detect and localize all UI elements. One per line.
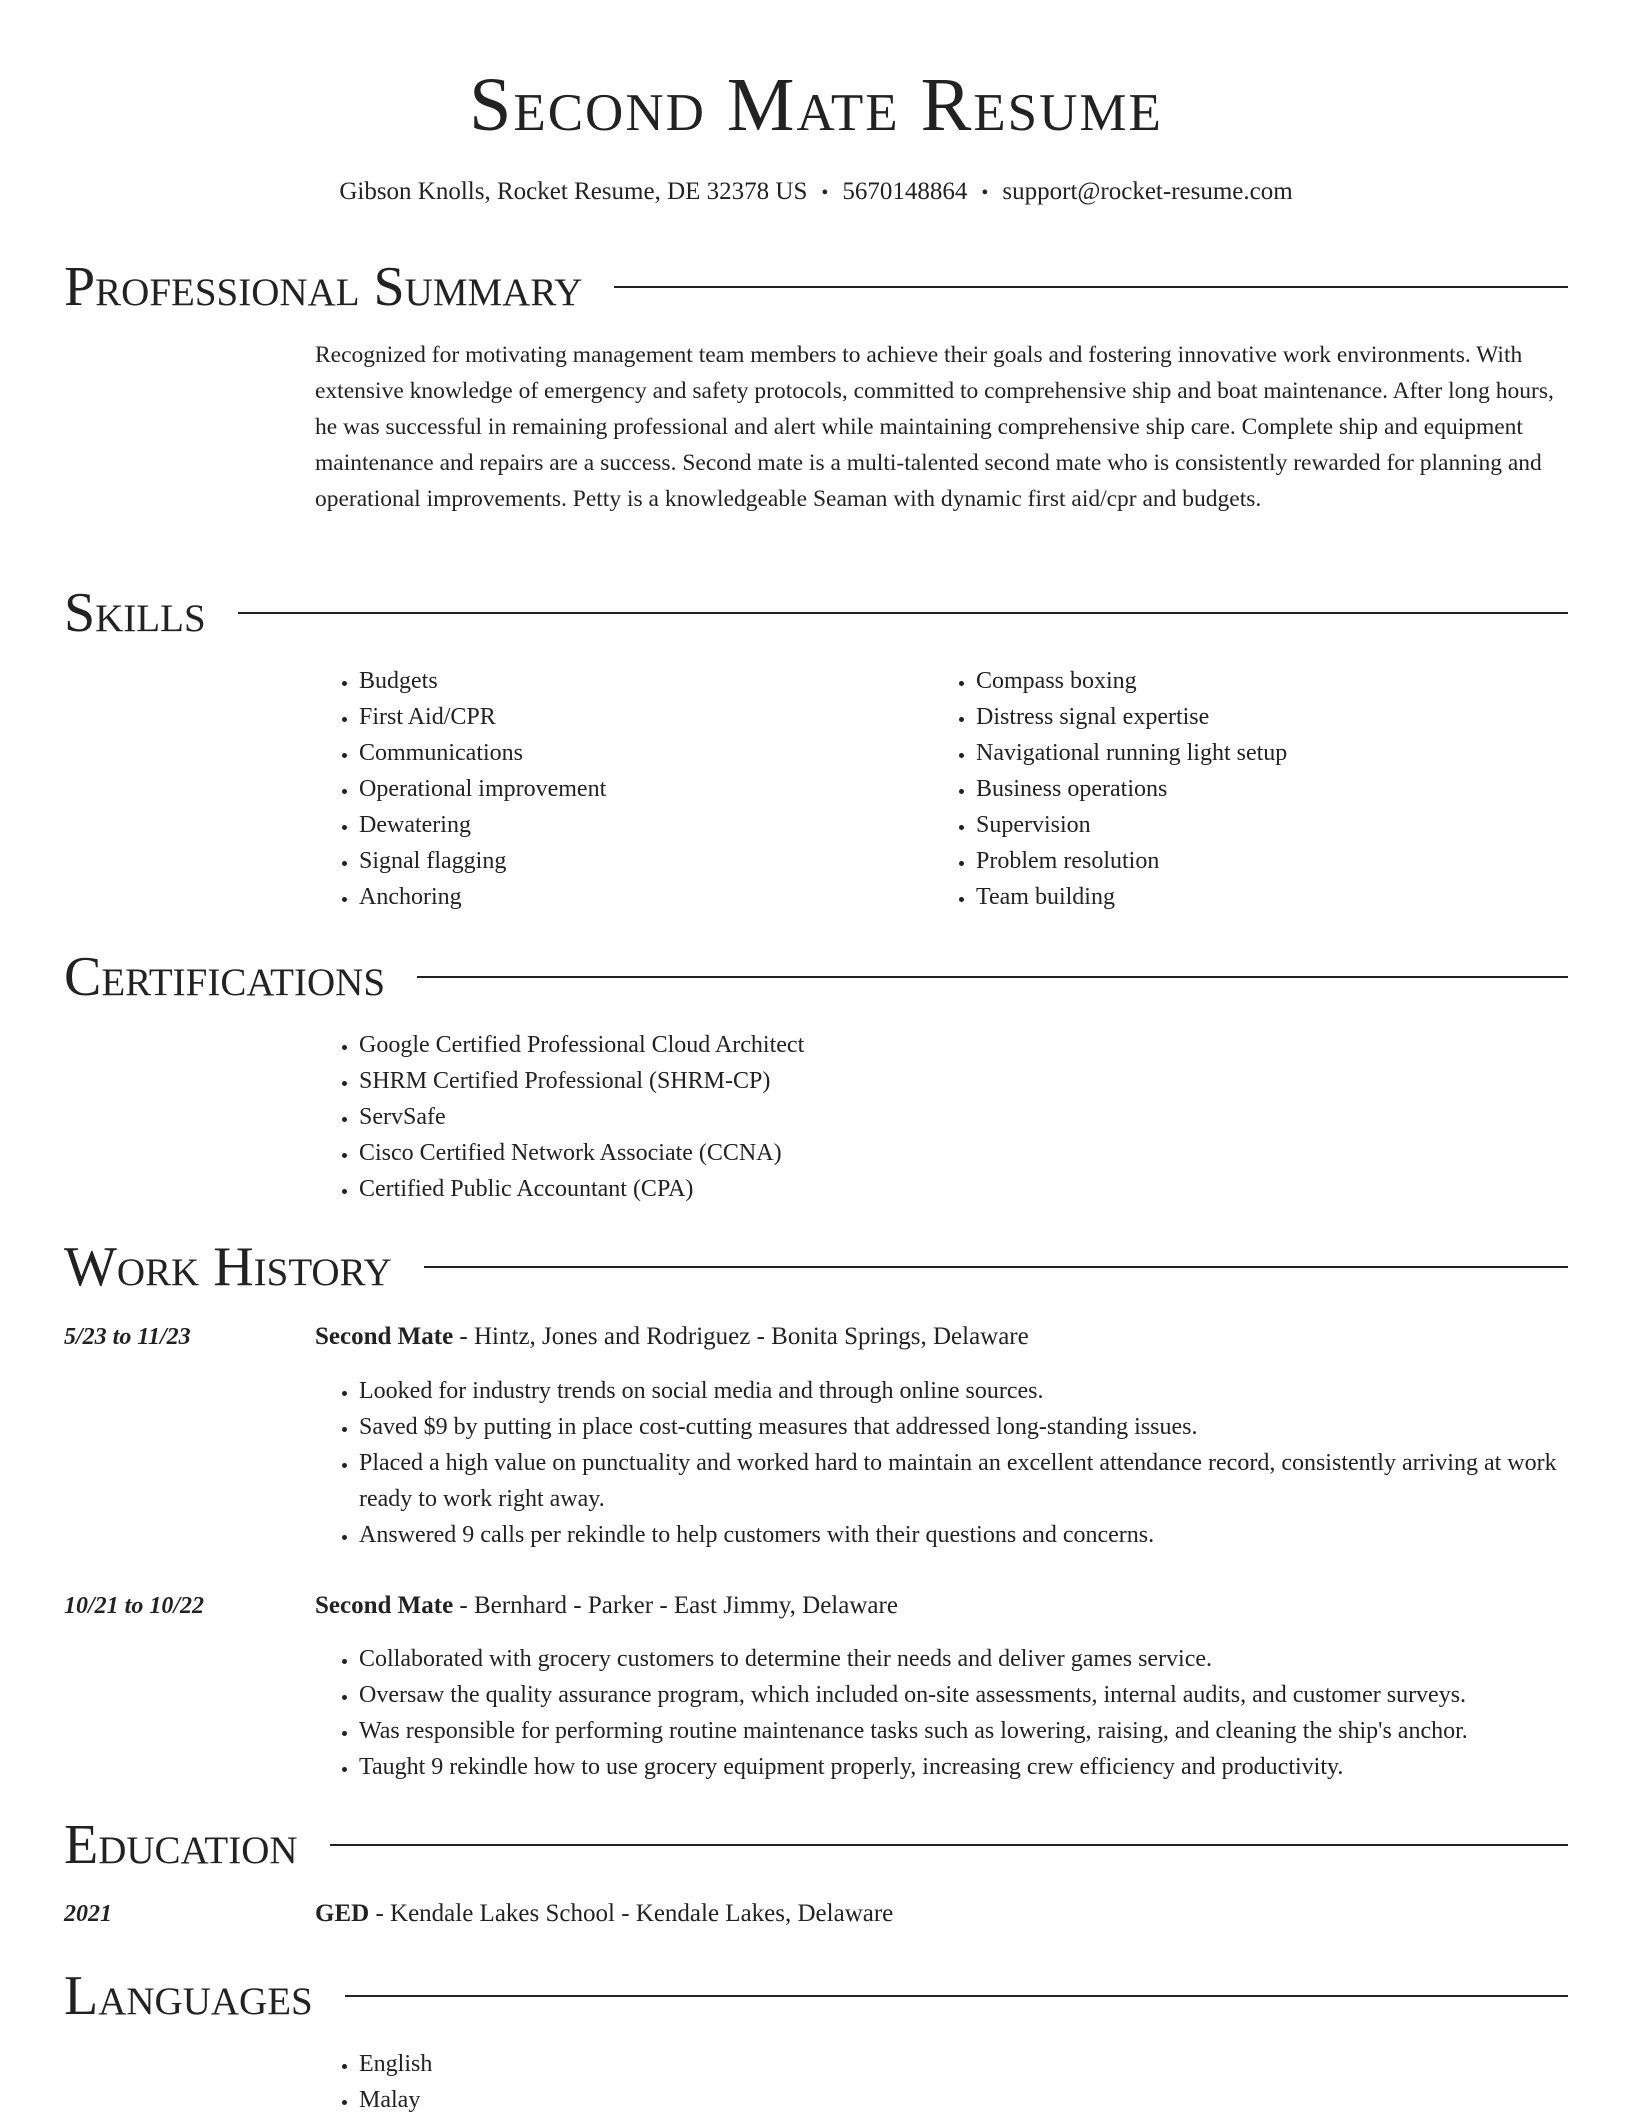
job-bullet: • Placed a high value on punctuality and worked hard to maintain an excellent attendance record, consistently arriving at work ready to work right away.	[359, 1445, 1612, 1517]
skills-heading: Skills	[64, 582, 206, 644]
section-divider	[345, 1995, 1568, 1997]
education-year: 2021	[64, 1901, 112, 1927]
languages-list	[315, 2046, 959, 2118]
skill-item: • Business operations	[976, 771, 1596, 807]
job-header	[315, 1588, 898, 1624]
education-school-location: - Kendale Lakes School - Kendale Lakes, Delaware	[369, 1900, 894, 1927]
skill-item: • Operational improvement	[359, 771, 919, 807]
certifications-heading: Certifications	[64, 946, 386, 1008]
job-bullet: • Oversaw the quality assurance program, which included on-site assessments, internal audits, and customer surveys.	[359, 1677, 1612, 1713]
contact-separator: •	[981, 182, 989, 204]
skill-item: • Communications	[359, 735, 919, 771]
skills-list-right	[932, 663, 1596, 915]
skill-item: • Team building	[976, 879, 1596, 915]
job-bullet: • Taught 9 rekindle how to use grocery equipment properly, increasing crew efficiency and productivity.	[359, 1749, 1612, 1785]
job-dates: 10/21 to 10/22	[64, 1593, 205, 1619]
job-bullet: • Looked for industry trends on social media and through online sources.	[359, 1373, 1612, 1409]
certifications-section-header	[64, 942, 1568, 1012]
certification-item: • Google Certified Professional Cloud Architect	[359, 1027, 1559, 1063]
certifications-list	[315, 1027, 1559, 1207]
skill-item: • Anchoring	[359, 879, 919, 915]
education-heading: Education	[64, 1814, 298, 1876]
skills-section-header	[64, 578, 1568, 648]
resume-title: Second Mate Resume	[469, 63, 1163, 147]
job-header	[315, 1319, 1029, 1355]
contact-address: Gibson Knolls, Rocket Resume, DE 32378 US	[339, 178, 808, 205]
summary-text: Recognized for motivating management team members to achieve their goals and fostering innovative work environments. With extensive knowledge of emergency and safety protocols, committed to comprehensive ship and boat maintenance. After long hours, he was successful in remaining professional and alert while maintaining comprehensive ship care. Complete ship and equipment maintenance and repairs are a success. Second mate is a multi-talented second mate who is consistently rewarded for planning and operational improvements. Petty is a knowledgeable Seaman with dynamic first aid/cpr and budgets.	[315, 342, 1554, 512]
section-divider	[417, 976, 1568, 978]
section-divider	[614, 286, 1568, 288]
contact-line	[0, 172, 1632, 213]
certification-item: • ServSafe	[359, 1099, 1559, 1135]
skill-item: • Supervision	[976, 807, 1596, 843]
skill-item: • Compass boxing	[976, 663, 1596, 699]
job-employer-location: - Bernhard - Parker - East Jimmy, Delaware	[453, 1592, 898, 1619]
job-bullet: • Was responsible for performing routine maintenance tasks such as lowering, raising, and cleaning the ship's anchor.	[359, 1713, 1612, 1749]
education-line	[315, 1896, 893, 1932]
job-bullets	[315, 1373, 1612, 1553]
contact-email: support@rocket-resume.com	[1002, 178, 1293, 205]
job-bullet: • Collaborated with grocery customers to determine their needs and deliver games service.	[359, 1641, 1612, 1677]
skill-item: • First Aid/CPR	[359, 699, 919, 735]
summary-section-header	[64, 252, 1568, 322]
job-bullet: • Answered 9 calls per rekindle to help customers with their questions and concerns.	[359, 1517, 1612, 1553]
language-item: • Malay	[359, 2082, 959, 2118]
education-degree: GED	[315, 1900, 370, 1927]
certification-item: • Cisco Certified Network Associate (CCNA)	[359, 1135, 1559, 1171]
job-title: Second Mate	[315, 1592, 454, 1619]
section-divider	[424, 1266, 1568, 1268]
contact-phone: 5670148864	[842, 178, 968, 205]
contact-separator: •	[821, 182, 829, 204]
language-item: • English	[359, 2046, 959, 2082]
skill-item: • Problem resolution	[976, 843, 1596, 879]
skill-item: • Budgets	[359, 663, 919, 699]
job-title: Second Mate	[315, 1323, 454, 1350]
certification-item: • SHRM Certified Professional (SHRM-CP)	[359, 1063, 1559, 1099]
job-bullet: • Saved $9 by putting in place cost-cutting measures that addressed long-standing issues.	[359, 1409, 1612, 1445]
languages-heading: Languages	[64, 1965, 313, 2027]
work-history-section-header	[64, 1232, 1568, 1302]
skill-item: • Signal flagging	[359, 843, 919, 879]
certification-item: • Certified Public Accountant (CPA)	[359, 1171, 1559, 1207]
skill-item: • Distress signal expertise	[976, 699, 1596, 735]
education-section-header	[64, 1810, 1568, 1880]
work-history-heading: Work History	[64, 1236, 392, 1298]
section-divider	[330, 1844, 1568, 1846]
section-divider	[238, 612, 1568, 614]
job-employer-location: - Hintz, Jones and Rodriguez - Bonita Springs, Delaware	[453, 1323, 1029, 1350]
skills-list-left	[315, 663, 919, 915]
skill-item: • Navigational running light setup	[976, 735, 1596, 771]
languages-section-header	[64, 1961, 1568, 2031]
job-bullets	[315, 1641, 1612, 1785]
job-dates: 5/23 to 11/23	[64, 1324, 191, 1350]
skill-item: • Dewatering	[359, 807, 919, 843]
summary-heading: Professional Summary	[64, 256, 583, 318]
